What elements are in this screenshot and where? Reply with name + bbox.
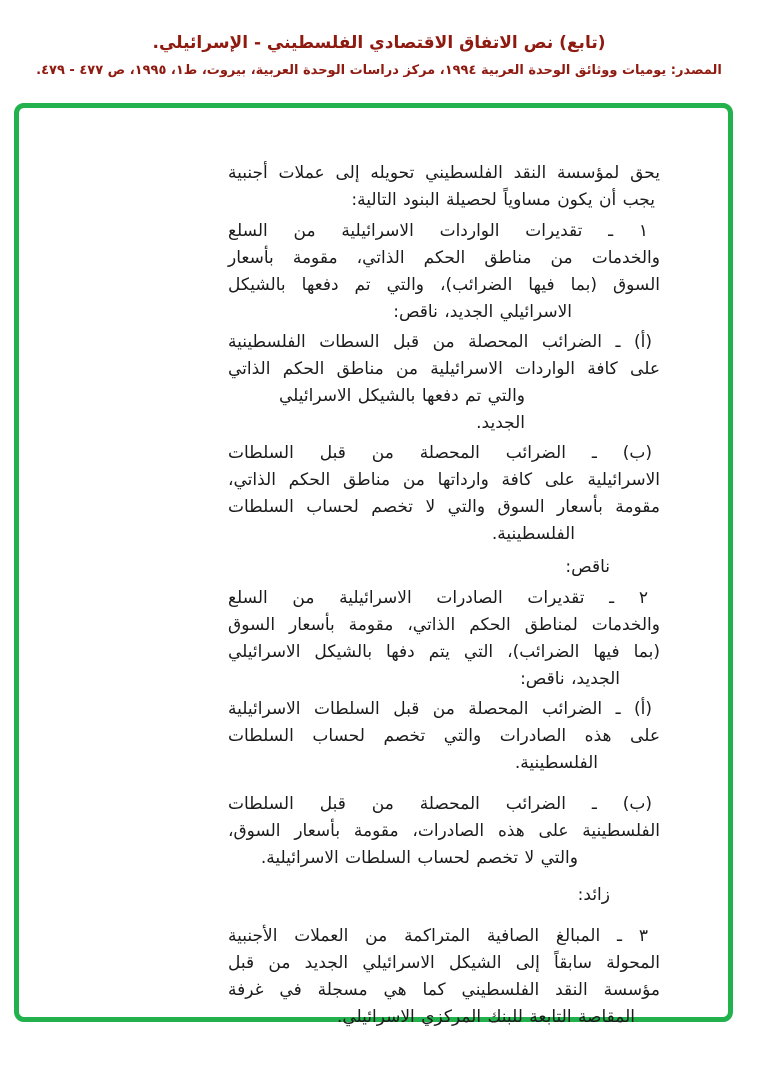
text-line: ١ ـ تقديرات الواردات الاسرائيلية من السلع <box>228 221 648 241</box>
text-line: زائد: <box>577 885 610 905</box>
text-line: الجديد، ناقص: <box>520 669 620 689</box>
text-line: المحولة سابقاً إلى الشيكل الاسرائيلي الجديد من قبل <box>228 953 660 973</box>
text-line: المقاصة التابعة للبنك المركزي الاسرائيلي. <box>336 1007 635 1027</box>
text-line: ٢ ـ تقديرات الصادرات الاسرائيلية من السلع <box>228 588 648 608</box>
paragraph <box>228 218 660 326</box>
source-citation: المصدر: يوميات ووثائق الوحدة العربية ١٩٩٤، مركز دراسات الوحدة العربية، بيروت، ط١، ١٩٩٥، ص ٤٧٧ - ٤٧٩. <box>36 63 722 78</box>
page-title: (تابع) نص الاتفاق الاقتصادي الفلسطيني - الإسرائيلي. <box>152 33 606 53</box>
text-line: مؤسسة النقد الفلسطيني كما هي مسجلة في غرفة <box>228 980 660 1000</box>
text-line: والخدمات من مناطق الحكم الذاتي، مقومة بأسعار <box>228 248 660 268</box>
text-line: الاسرائيلية على كافة وارداتها من مناطق الحكم الذاتي، <box>228 470 660 490</box>
text-line: ناقص: <box>565 557 610 577</box>
text-line: والتي لا تخصم لحساب السلطات الاسرائيلية. <box>260 848 578 868</box>
paragraph <box>228 160 660 214</box>
text-line: على كافة الواردات الاسرائيلية من مناطق الحكم الذاتي <box>228 359 660 379</box>
text-line: الاسرائيلي الجديد، ناقص: <box>393 302 572 322</box>
text-line: (بما فيها الضرائب)، التي يتم دفها بالشيكل الاسرائيلي <box>228 642 660 662</box>
text-line: والخدمات لمناطق الحكم الذاتي، مقومة بأسعار السوق <box>228 615 660 635</box>
text-line: يحق لمؤسسة النقد الفلسطيني تحويله إلى عملات أجنبية <box>228 163 660 183</box>
text-line: السوق (بما فيها الضرائب)، والتي تم دفعها بالشيكل <box>228 275 660 295</box>
text-line: ٣ ـ المبالغ الصافية المتراكمة من العملات الأجنبية <box>228 926 648 946</box>
text-line: (أ) ـ الضرائب المحصلة من قبل السطات الفلسطينية <box>228 332 652 352</box>
text-line: والتي تم دفعها بالشيكل الاسرائيلي الجديد. <box>278 386 525 433</box>
text-line: الفلسطينية. <box>514 753 598 773</box>
paragraph <box>228 696 660 777</box>
paragraph <box>228 329 660 437</box>
text-line: يجب أن يكون مساوياً لحصيلة البنود التالية: <box>351 190 655 210</box>
page-header <box>0 30 758 82</box>
text-line: (ب) ـ الضرائب المحصلة من قبل السلطات <box>228 443 652 463</box>
text-line: (أ) ـ الضرائب المحصلة من قبل السلطات الاسرائيلية <box>228 699 652 719</box>
text-line: الفلسطينية. <box>491 524 575 544</box>
paragraph <box>228 923 660 1031</box>
paragraph <box>228 585 660 693</box>
text-line: (ب) ـ الضرائب المحصلة من قبل السلطات <box>228 794 652 814</box>
paragraph <box>228 440 660 548</box>
paragraph <box>228 791 660 872</box>
paragraph <box>228 554 660 581</box>
document-body <box>228 160 660 1031</box>
text-line: الفلسطينية على هذه الصادرات، مقومة بأسعار السوق، <box>228 821 660 841</box>
text-line: على هذه الصادرات والتي تخصم لحساب السلطات <box>228 726 660 746</box>
text-line: مقومة بأسعار السوق والتي لا تخصم لحساب السلطات <box>228 497 660 517</box>
paragraph <box>228 882 660 909</box>
document-frame <box>14 103 733 1027</box>
